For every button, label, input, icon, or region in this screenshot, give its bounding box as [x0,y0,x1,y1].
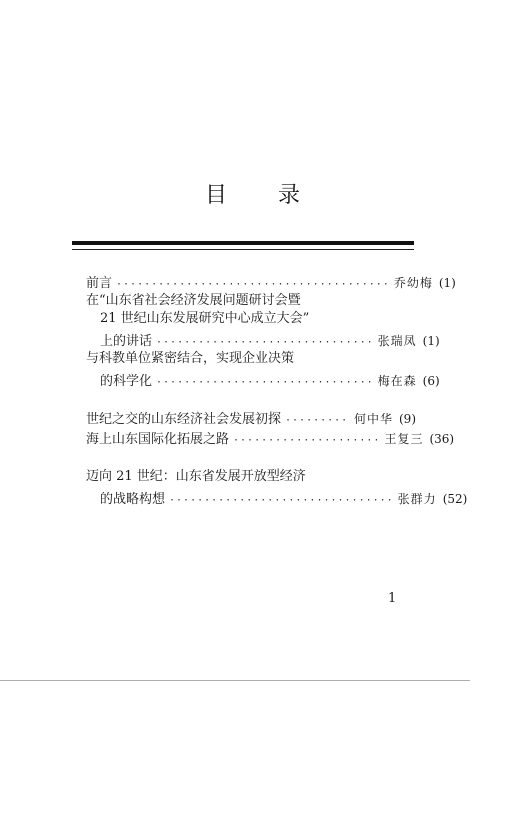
entry-page: (1) [422,334,440,348]
toc-entry-century[interactable] [86,410,416,430]
toc-entry-line[interactable] [86,310,430,328]
toc-entry-line[interactable] [86,292,416,310]
entry-page: (9) [399,412,416,426]
entry-title: 世纪之交的山东经济社会发展初探 [86,412,282,427]
title-rule-thin [72,249,414,250]
entry-title: 迈向 21 世纪：山东省发展开放型经济 [86,469,306,484]
entry-title: 21 世纪山东发展研究中心成立大会” [100,311,310,326]
toc-entry-preface[interactable] [86,274,456,294]
toc-title: 目 录 [205,183,322,208]
entry-title: 的战略构想 [100,492,166,507]
toc-entry-maritime[interactable] [86,430,455,450]
entry-title: 前言 [86,276,113,291]
entry-author: 王复三 [384,432,424,446]
entry-page: (52) [442,492,468,506]
toc-entry-line[interactable] [86,350,416,368]
entry-author: 梅在森 [377,374,417,388]
entry-author: 张群力 [397,492,437,506]
entry-title: 在“山东省社会经济发展问题研讨会暨 [86,293,301,308]
page-number: 1 [388,591,397,606]
leader-dots: ········· [285,415,349,426]
entry-title: 的科学化 [100,374,153,389]
toc-entry-line[interactable] [86,468,416,486]
leader-dots: ································ [169,495,394,506]
leader-dots: ······························· [156,337,374,348]
entry-page: (36) [429,432,455,446]
entry-title: 上的讲话 [100,334,153,349]
leader-dots: ······························· [156,377,374,388]
entry-author: 张瑞凤 [377,334,417,348]
entry-title: 海上山东国际化拓展之路 [86,432,230,447]
entry-author: 何中华 [353,412,393,426]
entry-page: (6) [422,374,440,388]
entry-page: (1) [438,276,456,290]
scan-artifact-line [0,680,470,681]
entry-author: 乔幼梅 [393,276,433,290]
entry-title: 与科教单位紧密结合，实现企业决策 [86,351,295,366]
leader-dots: ······································· [116,279,390,290]
title-rule-thick [72,241,414,245]
leader-dots: ····················· [233,435,381,446]
toc-entry-speech[interactable] [86,332,440,352]
toc-entry-science[interactable] [86,372,440,392]
toc-entry-strategy[interactable] [86,490,468,510]
